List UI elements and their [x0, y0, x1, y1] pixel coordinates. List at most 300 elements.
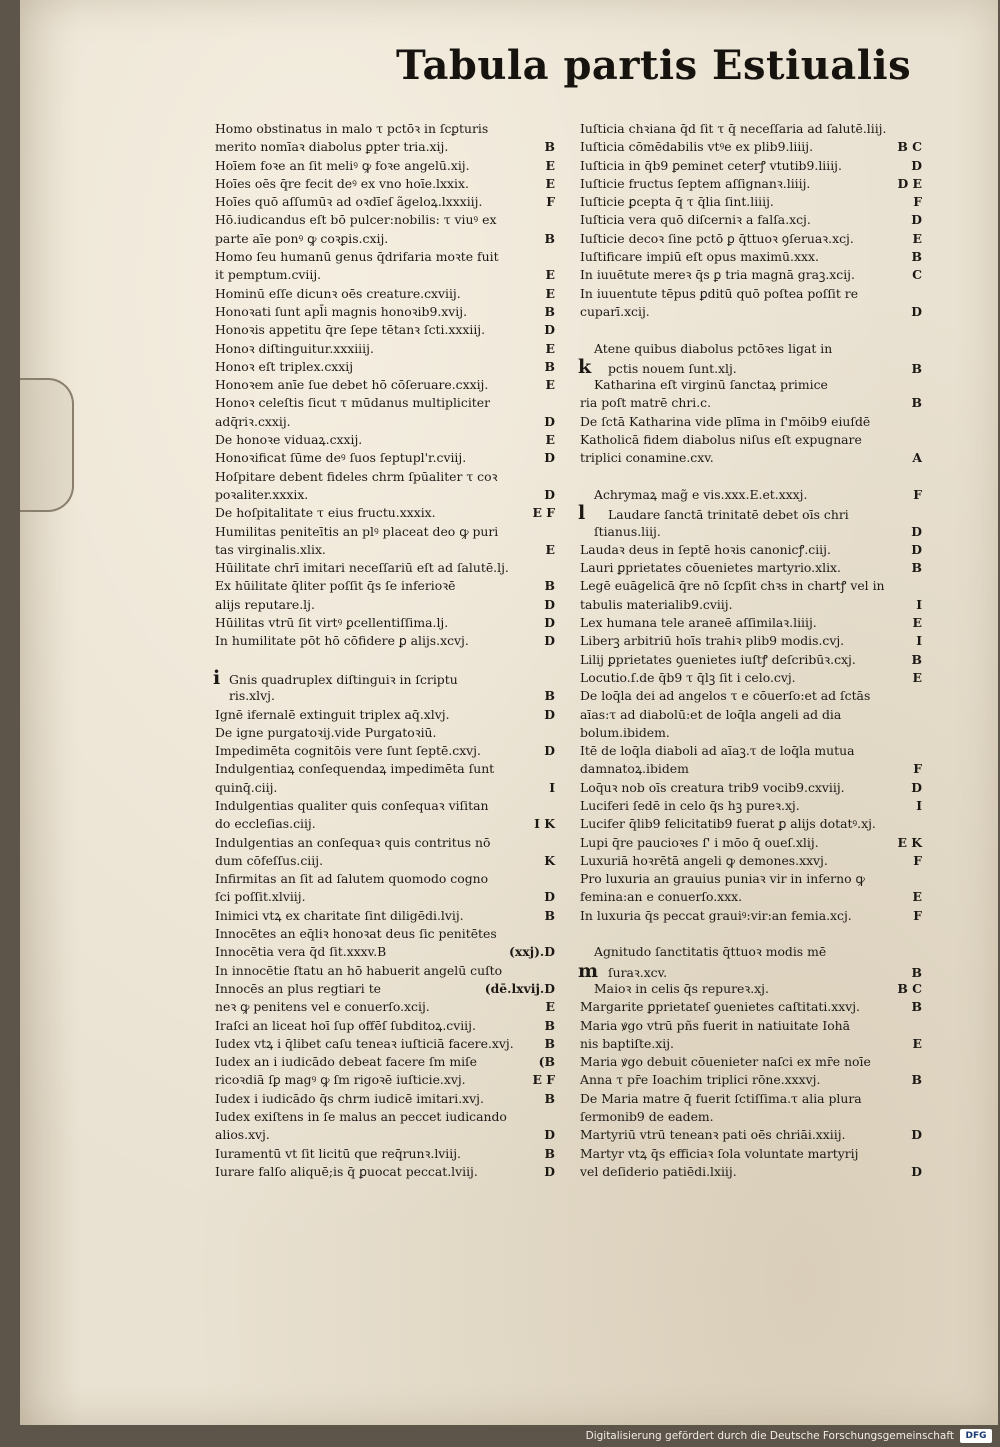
entry-marker: F [913, 194, 922, 210]
entry-marker: B [911, 249, 922, 265]
index-entry [215, 358, 555, 376]
index-entry [215, 870, 555, 888]
entry-text: Lucifer q̄lib9 felicitatib9 fuerat ꝑ alijs dotatꝰ.xj. [580, 816, 876, 832]
entry-marker: D [544, 743, 555, 759]
index-entry [580, 1017, 922, 1035]
entry-marker: D [544, 1127, 555, 1143]
entry-marker: I [916, 797, 922, 813]
entry-text: tabulis materialib9.cviij. [580, 596, 733, 612]
index-entry [580, 925, 922, 943]
entry-text: ſermonib9 de eadem. [580, 1109, 714, 1125]
index-entry [580, 394, 922, 412]
entry-text: In iuuētute mereꝛ q̄s ꝑ tria magnā graꝫ.xcij. [580, 267, 855, 283]
entry-text: alios.xvj. [215, 1127, 270, 1143]
entry-marker: B [544, 139, 555, 155]
index-entry [215, 815, 555, 833]
index-entry [580, 321, 922, 339]
index-entry [215, 852, 555, 870]
entry-marker: B [544, 1035, 555, 1051]
entry-marker: D [911, 1163, 922, 1179]
index-entry [580, 413, 922, 431]
entry-text: De ſctā Katharina vide plīma in ſ'mōib9 eiuſdē [580, 413, 871, 429]
entry-marker: D [911, 1127, 922, 1143]
entry-marker: B C [897, 980, 922, 996]
left-index-column [215, 120, 555, 1181]
entry-text: Innocētia vera q̄d ſit.xxxv.B [215, 944, 387, 960]
index-entry [580, 760, 922, 778]
index-entry [580, 175, 922, 193]
entry-text: Iuſticia chꝛiana q̄d ſit τ q̄ neceſſaria ad ſalutē.liij. [580, 121, 887, 136]
index-entry [578, 502, 922, 525]
entry-text: ris.xlvj. [229, 688, 275, 704]
entry-text: Loq̄uꝛ nob oīs creatura trib9 vocib9.cxviij. [580, 779, 845, 795]
entry-text: Honoꝛ diſtinguitur.xxxiiij. [215, 340, 374, 356]
entry-text: quinq̄.ciij. [215, 779, 278, 795]
index-entry [215, 1053, 555, 1071]
entry-marker: B [544, 1017, 555, 1033]
entry-marker: B [911, 651, 922, 667]
entry-text: Iudex i iudicādo q̄s chrm iudicē imitari.xvj. [215, 1090, 484, 1106]
index-entry [580, 211, 922, 229]
entry-text: Iuſticia vera quō diſcerniꝛ a falſa.xcj. [580, 212, 811, 228]
entry-text: Iudex vtꝝ i q̄libet caſu teneaꝛ iuſticiā facere.xvj. [215, 1035, 514, 1051]
entry-marker: B [544, 688, 555, 704]
entry-text: Lilij ꝑprietates ꝯuenietes iuſtꝭ deſcribūꝛ.cxj. [580, 651, 856, 667]
section-initial: l [578, 502, 586, 525]
index-entry [215, 998, 555, 1016]
section-initial: k [578, 355, 592, 378]
entry-text: Ex hūilitate q̄liter poſſit q̄s ſe inferioꝛē [215, 578, 456, 594]
entry-marker: B [544, 358, 555, 374]
index-entry [215, 962, 555, 980]
entry-marker: F [546, 194, 555, 210]
entry-text: Iuſticie decoꝛ ſine pctō ꝑ q̄ttuoꝛ ꝯſeruaꝛ.xcj. [580, 230, 854, 246]
entry-marker: I [916, 633, 922, 649]
index-entry [215, 211, 555, 229]
entry-text: triplici conamine.cxv. [580, 450, 714, 466]
index-entry [215, 541, 555, 559]
index-entry [580, 449, 922, 467]
entry-marker: D [544, 450, 555, 466]
index-entry [215, 1108, 555, 1126]
entry-marker: B [544, 1090, 555, 1106]
index-entry [580, 1090, 922, 1108]
entry-text: Ignē ifernalē extinguit triplex aq̄.xlvj. [215, 706, 450, 722]
entry-marker: B [911, 560, 922, 576]
entry-text: ria poſt matrē chri.c. [580, 395, 712, 411]
index-entry [215, 888, 555, 906]
entry-text: Iudex an i iudicādo debeat facere ſm miſe [215, 1054, 477, 1070]
index-entry [580, 687, 922, 705]
index-entry [580, 742, 922, 760]
index-entry [580, 193, 922, 211]
entry-marker: E [912, 615, 922, 631]
entry-text: Hō.iudicandus eſt bō pulcer:nobilis: τ viuꝰ ex [215, 212, 497, 228]
index-entry [215, 175, 555, 193]
entry-text: damnatoꝝ.ibidem [580, 761, 689, 777]
entry-marker: B [911, 964, 922, 980]
index-entry [580, 815, 922, 833]
entry-text: merito nomīaꝛ diabolus ꝑpter tria.xij. [215, 139, 449, 155]
index-entry [215, 504, 555, 522]
entry-marker: D [544, 486, 555, 502]
index-entry [215, 468, 555, 486]
index-entry [580, 943, 922, 961]
entry-text: Infirmitas an ſit ad ſalutem quomodo cogno [215, 871, 489, 887]
index-entry [580, 998, 922, 1016]
entry-text: Indulgentias qualiter quis conſequaꝛ viſitan [215, 797, 489, 813]
entry-marker: B [544, 907, 555, 923]
index-entry [215, 614, 555, 632]
index-entry [580, 632, 922, 650]
entry-marker: D [911, 212, 922, 228]
index-entry [580, 614, 922, 632]
index-entry [213, 666, 555, 689]
index-entry [215, 486, 555, 504]
entry-text: Impedimēta cognitōis vere ſunt ſeptē.cxvj. [215, 743, 481, 759]
entry-text: ſuraꝛ.xcv. [608, 964, 668, 980]
entry-marker: C [912, 267, 922, 283]
entry-marker: I K [534, 816, 555, 832]
index-entry [215, 834, 555, 852]
entry-text: Honoꝛati ſunt apl̄i magnis honoꝛib9.xvij. [215, 303, 468, 319]
entry-text: cuparī.xcij. [580, 303, 650, 319]
entry-text: dum cōfeſſus.ciij. [215, 852, 324, 868]
index-entry [580, 852, 922, 870]
index-entry [215, 376, 555, 394]
entry-marker: D [544, 889, 555, 905]
entry-marker: D E [897, 175, 922, 191]
entry-marker: D [544, 615, 555, 631]
index-entry [215, 1035, 555, 1053]
entry-marker: D [911, 541, 922, 557]
index-entry [580, 468, 922, 486]
entry-text: Honoꝛificat ſūme deꝰ ſuos ſeptupl'r.cviij. [215, 450, 467, 466]
entry-text: Martyr vtꝝ q̄s efficiaꝛ ſola voluntate martyrij [580, 1145, 859, 1161]
entry-marker: E F [532, 505, 555, 521]
index-entry [215, 742, 555, 760]
index-entry [580, 577, 922, 595]
entry-marker: F [913, 761, 922, 777]
entry-text: Legē euāgelicā q̄re nō ſcpſit chꝛs in chartꝭ vel in [580, 578, 885, 594]
entry-marker: D [544, 706, 555, 722]
entry-marker: K [544, 852, 555, 868]
index-entry [215, 303, 555, 321]
binding-clasp [20, 378, 74, 512]
entry-text: Hoſpitare debent fideles chrm ſpūaliter τ coꝛ [215, 468, 498, 484]
entry-text: femina:an e conuerſo.xxx. [580, 889, 743, 905]
entry-marker: E F [532, 1072, 555, 1088]
entry-text: De honoꝛe viduaꝝ.cxxij. [215, 432, 363, 448]
entry-text: Iuſtificare impiū eſt opus maximū.xxx. [580, 249, 819, 265]
entry-text: poꝛaliter.xxxix. [215, 486, 309, 502]
entry-text: Martyriū vtrū teneanꝛ pati oēs chriāi.xxiij. [580, 1127, 846, 1143]
entry-text: In innocētie ſtatu an hō habuerit angelū cuſto [215, 962, 503, 978]
entry-marker: B [544, 303, 555, 319]
index-entry [215, 321, 555, 339]
index-entry [215, 907, 555, 925]
index-entry [580, 340, 922, 358]
entry-text: Atene quibus diabolus pctōꝛes ligat in [594, 340, 833, 356]
entry-marker: B [911, 999, 922, 1015]
entry-text: Hoīes quō aſſumūꝛ ad oꝛdīeſ ãgeloꝝ.lxxxiij. [215, 194, 483, 210]
entry-text: Homo obstinatus in malo τ pctōꝛ in ſcꝑturis [215, 121, 489, 136]
entry-marker: D [544, 633, 555, 649]
footer-bar [0, 1427, 1000, 1447]
entry-marker: E [545, 285, 555, 301]
entry-text: Hoīes oēs q̄re fecit deꝰ ex vno hoīe.lxxix. [215, 175, 469, 191]
entry-marker: B [544, 230, 555, 246]
index-entry [215, 394, 555, 412]
entry-text: Hūilitas vtrū ſit virtꝰ ꝑcellentiſſima.lj. [215, 615, 449, 631]
index-entry [580, 230, 922, 248]
entry-marker: E [545, 999, 555, 1015]
index-entry [580, 980, 922, 998]
index-entry [580, 596, 922, 614]
index-entry [215, 1145, 555, 1163]
index-entry [580, 1145, 922, 1163]
entry-text: Iudex exiſtens in ſe malus an peccet iudicando [215, 1109, 507, 1125]
entry-text: alijs reputare.lj. [215, 596, 315, 612]
index-entry [215, 431, 555, 449]
index-entry [580, 870, 922, 888]
index-entry [580, 266, 922, 284]
index-entry [215, 724, 555, 742]
index-entry [215, 340, 555, 358]
index-entry [580, 157, 922, 175]
index-entry [580, 1163, 922, 1181]
entry-text: Katholicā fidem diabolus niſus eſt expugnare [580, 432, 862, 448]
entry-text: pctis nouem ſunt.xlj. [608, 360, 737, 376]
index-entry [580, 138, 922, 156]
entry-text: Honoꝛ celeſtis ſicut τ mūdanus multipliciter [215, 395, 491, 411]
dfg-logo: DFG [960, 1429, 992, 1443]
index-entry [215, 797, 555, 815]
entry-text: De hoſpitalitate τ eius fructu.xxxix. [215, 505, 436, 521]
index-entry [580, 376, 922, 394]
entry-text: Innocēs an plus regtiari te [215, 980, 382, 996]
entry-marker: D [544, 596, 555, 612]
entry-text: aīas:τ ad diabolū:et de loq̄la angeli ad dia [580, 706, 842, 722]
index-entry [215, 779, 555, 797]
entry-text: Margarite ꝑprietateſ ꝯuenietes caſtitati.xxvj. [580, 999, 861, 1015]
entry-marker: D [544, 413, 555, 429]
index-entry [215, 449, 555, 467]
index-entry [215, 980, 555, 998]
index-entry [215, 1126, 555, 1144]
index-entry [580, 486, 922, 504]
entry-text: Lupi q̄re paucioꝛes ſ' i mōo q̄ oueſ.xlij. [580, 834, 819, 850]
entry-text: Iuramentū vt ſit licitū que req̄runꝛ.lviij. [215, 1145, 461, 1161]
entry-text: adq̄riꝛ.cxxij. [215, 413, 291, 429]
index-entry [580, 888, 922, 906]
index-entry [215, 1163, 555, 1181]
entry-marker: B [911, 360, 922, 376]
index-entry [580, 651, 922, 669]
entry-text: Laudaꝛ deus in ſeptē hoꝛis canonicꝭ.ciij. [580, 541, 831, 557]
entry-text: Iuſticia cōmēdabilis vtꝰe ex plib9.liiij. [580, 139, 814, 155]
index-entry [580, 248, 922, 266]
entry-marker: D [911, 523, 922, 539]
entry-marker: E K [897, 834, 922, 850]
entry-text: Iuſticia in q̄b9 ꝑeminet ceterꝭ vtutib9.liiij. [580, 157, 842, 173]
index-entry [215, 248, 555, 266]
entry-marker: (xxj).D [508, 944, 555, 960]
index-entry [215, 523, 555, 541]
entry-text: Innocētes an eq̄liꝛ honoꝛat deus ſic penitētes [215, 926, 497, 942]
entry-marker: E [545, 541, 555, 557]
entry-marker: F [913, 907, 922, 923]
index-entry [215, 943, 555, 961]
index-entry [578, 959, 922, 982]
entry-text: Liberꝫ arbitriū hoīs trahiꝛ plib9 modis.cvj. [580, 633, 845, 649]
entry-marker: B [911, 1072, 922, 1088]
entry-marker: D [911, 157, 922, 173]
index-entry [580, 1108, 922, 1126]
entry-text: vel deſiderio patiēdi.lxiij. [580, 1163, 737, 1179]
digitization-credit: Digitalisierung gefördert durch die Deutsche Forschungsgemeinschaft [585, 1430, 954, 1442]
entry-text: Katharina eſt virginū ſanctaꝝ primice [594, 377, 828, 393]
entry-text: In luxuria q̄s peccat grauiꝰ:vir:an femia.xcj. [580, 907, 852, 923]
index-entry [578, 355, 922, 378]
entry-text: Maioꝛ in celis q̄s repureꝛ.xj. [594, 980, 769, 996]
entry-marker: F [913, 852, 922, 868]
entry-marker: E [912, 230, 922, 246]
index-entry [215, 559, 555, 577]
entry-marker: E [545, 377, 555, 393]
entry-marker: F [913, 486, 922, 502]
index-entry [215, 1090, 555, 1108]
entry-marker: D [911, 303, 922, 319]
entry-text: Luciferi ſedē in celo q̄s hꝫ pureꝛ.xj. [580, 797, 800, 813]
entry-text: Maria ꝟgo debuit cōuenieter naſci ex mr̄e noīe [580, 1054, 871, 1070]
index-entry [580, 907, 922, 925]
index-entry [580, 1071, 922, 1089]
entry-marker: B [544, 1145, 555, 1161]
entry-marker: E [545, 432, 555, 448]
entry-text: it pemptum.cviij. [215, 267, 322, 283]
entry-text: do eccleſias.ciij. [215, 816, 316, 832]
entry-marker: D [544, 322, 555, 338]
entry-marker: D [911, 779, 922, 795]
entry-text: Indulgentiaꝝ conſequendaꝝ impedimēta ſunt [215, 761, 495, 777]
entry-marker: B [544, 578, 555, 594]
index-entry [580, 120, 922, 138]
index-entry [215, 925, 555, 943]
entry-marker: E [912, 889, 922, 905]
index-entry [580, 1053, 922, 1071]
entry-text: Iraſci an liceat hoī ſup offēſ ſubditoꝝ.cviij. [215, 1017, 476, 1033]
entry-text: Gnis quadruplex diſtinguiꝛ in ſcriptu [229, 671, 458, 687]
entry-marker: (B [538, 1054, 555, 1070]
index-entry [215, 266, 555, 284]
entry-text: Honoꝛem anīe ſue debet hō cōſeruare.cxxij. [215, 377, 489, 393]
entry-text: Anna τ pr̄e Ioachim triplici rōne.xxxvj. [580, 1072, 821, 1088]
entry-marker: E [545, 267, 555, 283]
entry-text: Pro luxuria an grauius puniaꝛ vir in inferno ꝙ [580, 871, 865, 887]
index-entry [215, 413, 555, 431]
index-entry [580, 779, 922, 797]
entry-text: Laudare ſanctā trinitatē debet oīs chri [608, 507, 849, 523]
entry-text: Achrymaꝝ mag̃ e vis.xxx.E.et.xxxj. [594, 486, 808, 502]
entry-marker: E [545, 175, 555, 191]
entry-text: De igne purgatoꝛij.vide Purgatoꝛiū. [215, 724, 437, 740]
entry-text: Luxuriā hoꝛrētā angeli ꝙ demones.xxvj. [580, 852, 828, 868]
index-entry [215, 596, 555, 614]
index-entry [580, 797, 922, 815]
entry-marker: E [545, 340, 555, 356]
entry-text: Locutio.ſ.de q̄b9 τ q̄lꝫ ſit i celo.cvj. [580, 669, 796, 685]
entry-text: Maria ꝟgo vtrū pñs fuerit in natiuitate Iohā [580, 1017, 851, 1033]
entry-text: Iuſticie fructus ſeptem aſſignanꝛ.liiij. [580, 175, 811, 191]
index-entry [215, 230, 555, 248]
entry-text: ricoꝛdiā ſꝑ magꝰ ꝙ ſm rigoꝛē iuſticie.xvj. [215, 1072, 466, 1088]
entry-text: nis baptiſte.xij. [580, 1035, 675, 1051]
index-entry [215, 120, 555, 138]
entry-marker: I [916, 596, 922, 612]
index-entry [215, 285, 555, 303]
entry-marker: D [544, 1163, 555, 1179]
entry-text: neꝛ ꝙ penitens vel e conuerſo.xcij. [215, 999, 430, 1015]
entry-text: Homo ſeu humanū genus q̄drifaria moꝛte fuit [215, 249, 499, 265]
index-entry [580, 303, 922, 321]
entry-text: In iuuentute tēpus ꝑditū quō poſtea poſſit re [580, 285, 859, 301]
section-initial: i [213, 666, 221, 689]
entry-text: Iuſticie ꝑcepta q̄ τ q̄lia ſint.liiij. [580, 194, 774, 210]
entry-text: Inimici vtꝝ ex charitate ſint diligēdi.lvij. [215, 907, 464, 923]
entry-text: Honoꝛ eſt triplex.cxxij [215, 358, 354, 374]
entry-marker: (dē.lxvij.D [484, 980, 555, 996]
entry-marker: E [912, 669, 922, 685]
index-entry [580, 706, 922, 724]
entry-text: Lex humana tele araneē aſſimilaꝛ.liiij. [580, 615, 817, 631]
index-entry [580, 285, 922, 303]
index-entry [580, 834, 922, 852]
entry-text: Honoꝛis appetitu q̄re ſepe tētanꝛ ſcti.xxxiij. [215, 322, 486, 338]
entry-text: In humilitate pōt hō cōfidere ꝑ alijs.xcvj. [215, 633, 469, 649]
entry-text: Indulgentias an conſequaꝛ quis contritus nō [215, 834, 491, 850]
entry-text: Lauri ꝑprietates cōuenietes martyrio.xlix. [580, 560, 841, 576]
entry-text: Itē de loq̄la diaboli ad aīaꝫ.τ de loq̄la mutua [580, 743, 855, 759]
index-entry [215, 632, 555, 650]
index-entry [580, 1126, 922, 1144]
index-entry [215, 1071, 555, 1089]
index-entry [215, 577, 555, 595]
entry-text: Agnitudo ſanctitatis q̄ttuoꝛ modis mē [594, 944, 827, 960]
entry-marker: B [911, 395, 922, 411]
entry-text: De Maria matre q̄ fuerit ſctiſſima.τ alia plura [580, 1090, 862, 1106]
entry-text: Iurare falſo aliquē;is q̄ ꝑuocat peccat.lviij. [215, 1163, 478, 1179]
entry-text: ſci poſſit.xlviij. [215, 889, 306, 905]
entry-text: bolum.ibidem. [580, 724, 670, 740]
entry-text: De loq̄la dei ad angelos τ e cōuerſo:et ad ſctās [580, 688, 871, 704]
entry-marker: E [912, 1035, 922, 1051]
entry-text: Humilitas peniteītis an plꝰ placeat deo ꝙ puri [215, 523, 499, 539]
index-entry [580, 431, 922, 449]
entry-text: tas virginalis.xlix. [215, 541, 326, 557]
index-entry [215, 157, 555, 175]
entry-text: Hūilitate chrī imitari neceſſariū eſt ad ſalutē.lj. [215, 560, 509, 576]
entry-text: Hoīem foꝛe an ſit meliꝰ ꝙ foꝛe angelū.xij. [215, 157, 470, 173]
index-entry [215, 687, 555, 705]
page-title: Tabula partis Estiualis [396, 42, 912, 89]
entry-marker: A [912, 450, 922, 466]
index-entry [580, 559, 922, 577]
entry-marker: B C [897, 139, 922, 155]
entry-marker: I [549, 779, 555, 795]
index-entry [215, 706, 555, 724]
index-entry [580, 724, 922, 742]
